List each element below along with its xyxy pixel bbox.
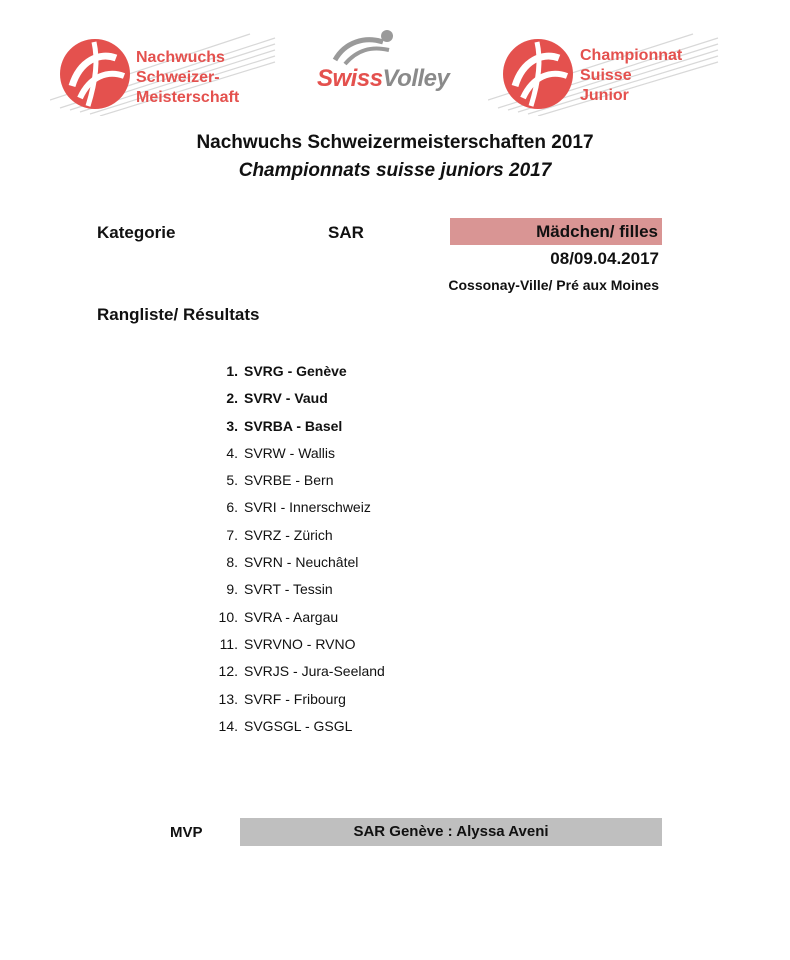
title-french: Championnats suisse juniors 2017 [238,160,552,181]
rank-number: 4. [226,444,238,461]
rank-number: 8. [226,554,238,571]
rank-number: 10. [218,608,238,625]
ranking-item [200,635,385,662]
rank-number: 7. [226,526,238,543]
team-name: SVRG - Genève [244,363,347,379]
logo-right-line-2: Suisse [580,67,632,84]
ranking-item [200,717,385,744]
ranking-item [200,498,385,525]
rank-number: 3. [226,417,238,434]
logo-right-line-1: Championnat [580,47,683,64]
category-label: Kategorie [97,223,176,242]
ranking-item [200,526,385,553]
logo-left-line-2: Schweizer- [136,69,220,86]
ranking-item [200,417,385,444]
mvp-label: MVP [170,824,203,841]
team-name: SVRBE - Bern [244,472,334,489]
championnat-logo [488,30,723,116]
rank-number: 12. [218,663,238,680]
team-name: SVRBA - Basel [244,417,343,434]
rank-number: 9. [226,581,238,598]
ranking-item [200,662,385,689]
team-name: SVRI - Innerschweiz [244,499,371,516]
rank-number: 11. [219,635,238,652]
team-name: SVRV - Vaud [244,390,328,407]
team-name: SVRA - Aargau [244,608,339,625]
brand-swiss: Swiss [317,65,383,92]
swissvolley-logo [305,28,465,98]
ranking-item [200,553,385,580]
rank-number: 2. [226,390,238,407]
ranking-item [200,580,385,607]
event-date: 08/09.04.2017 [550,249,659,268]
event-venue: Cossonay-Ville/ Pré aux Moines [448,277,659,293]
logo-right-line-3: Junior [580,87,629,104]
team-name: SVRN - Neuchâtel [244,554,359,571]
ranking-item [200,444,385,471]
results-heading: Rangliste/ Résultats [97,305,260,324]
team-name: SVRJS - Jura-Seeland [244,663,385,680]
logo-left-line-3: Meisterschaft [136,89,240,106]
category-value: SAR [328,223,364,242]
ranking-item [200,362,385,389]
mvp-value: SAR Genève : Alyssa Aveni [240,818,662,846]
logo-left-line-1: Nachwuchs [136,49,225,66]
team-name: SVRZ - Zürich [244,526,333,543]
ranking-item [200,471,385,498]
team-name: SVRVNO - RVNO [244,635,356,652]
team-name: SVRF - Fribourg [244,690,346,707]
team-name: SVRT - Tessin [244,581,333,598]
rank-number: 5. [226,472,238,489]
rank-number: 13. [218,690,238,707]
rank-number: 6. [226,499,238,516]
brand-volley: Volley [382,65,450,92]
team-name: SVGSGL - GSGL [244,717,353,734]
title-german: Nachwuchs Schweizermeisterschaften 2017 [196,132,594,153]
ranking-item [200,690,385,717]
ranking-item [200,608,385,635]
rank-number: 14. [218,717,238,734]
gender-badge: Mädchen/ filles [450,218,662,245]
nachwuchs-logo [50,30,280,116]
ranking-list [200,362,385,744]
swissvolley-swoosh-icon [305,28,465,68]
team-name: SVRW - Wallis [244,444,335,461]
ranking-item [200,389,385,416]
rank-number: 1. [226,363,238,379]
